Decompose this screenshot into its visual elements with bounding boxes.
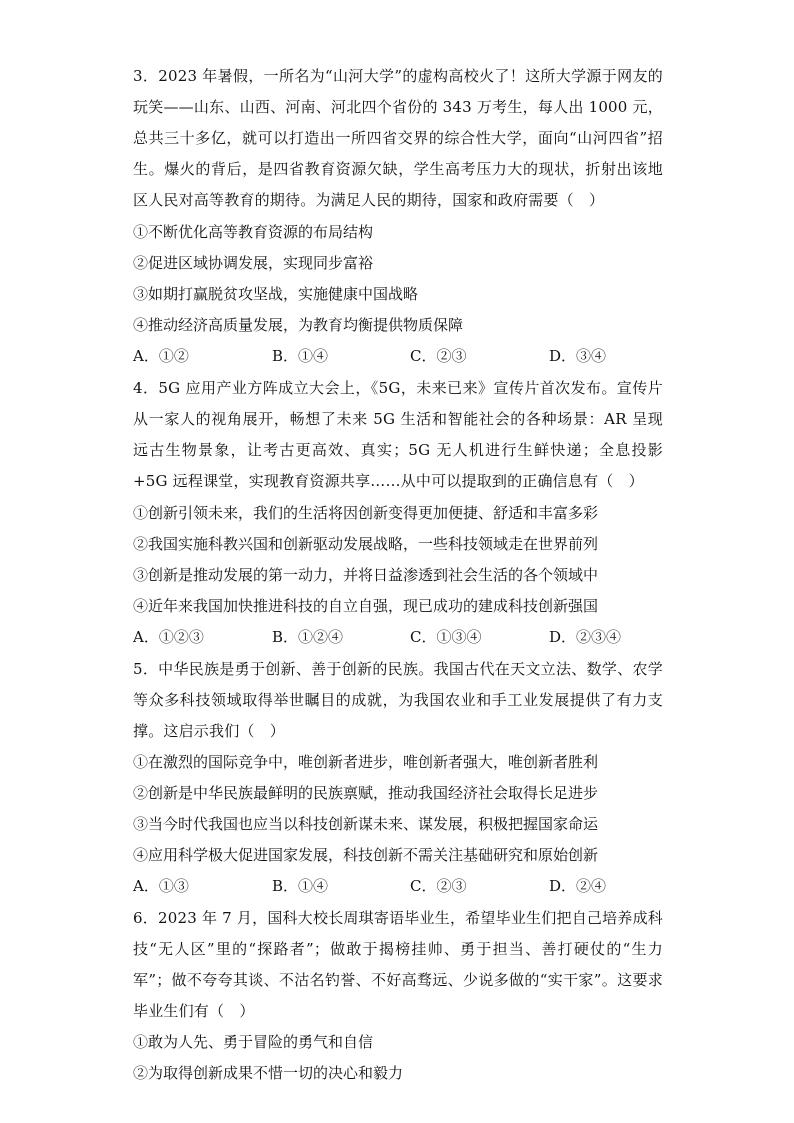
q4-options [133,627,653,647]
q6-item-2: ②为取得创新成果不惜一切的决心和毅力 [133,1064,404,1082]
q4-option-a: A．①②③ [133,628,204,646]
q5-options [133,876,653,896]
q5-option-b: B．①④ [272,877,329,895]
q6-stem: 6．2023 年 7 月，国科大校长周琪寄语毕业生，希望毕业生们把自己培养成科技“无人区”里的“探路者”；做敢于揭榜挂帅、勇于担当、善打硬仗的“生力军”；做不夸夸其谈、不沽名钓誉、不好高骛远、少说多做的“实干家”。这要求毕业生们有（ ） [133,909,663,1020]
q3-item-1: ①不断优化高等教育资源的布局结构 [133,223,374,241]
q5-option-d: D．②④ [549,877,607,895]
q4-item-4: ④近年来我国加快推进科技的自立自强，现已成功的建成科技创新强国 [133,597,599,615]
q4-item-1: ①创新引领未来，我们的生活将因创新变得更加便捷、舒适和丰富多彩 [133,504,599,522]
q5-item-1: ①在激烈的国际竞争中，唯创新者进步，唯创新者强大，唯创新者胜利 [133,753,599,771]
q4-option-c: C．①③④ [410,628,482,646]
q3-options [133,346,653,366]
q3-option-a: A．①② [133,347,189,365]
q5-item-2: ②创新是中华民族最鲜明的民族禀赋，推动我国经济社会取得长足进步 [133,784,599,802]
q3-option-c: C．②③ [410,347,467,365]
q5-option-c: C．②③ [410,877,467,895]
q4-item-2: ②我国实施科教兴国和创新驱动发展战略，一些科技领域走在世界前列 [133,535,599,553]
q5-stem: 5．中华民族是勇于创新、善于创新的民族。我国古代在天文立法、数学、农学等众多科技领域取得举世瞩目的成就，为我国农业和手工业发展提供了有力支撑。这启示我们（ ） [133,660,663,740]
q3-option-b: B．①④ [272,347,329,365]
q3-stem: 3．2023 年暑假，一所名为“山河大学”的虚构高校火了！这所大学源于网友的玩笑——山东、山西、河南、河北四个省份的 343 万考生，每人出 1000 元，总共三十多亿，就可以打造出一所四省交界的综合性大学，面向“山河四省”招生。爆火的背后，是四省教育资源欠缺，学生高考压力大的现状，折射出该地区人民对高等教育的期待。为满足人民的期待，国家和政府需要（ ） [133,67,663,209]
q4-item-3: ③创新是推动发展的第一动力，并将日益渗透到社会生活的各个领域中 [133,566,599,584]
q4-option-b: B．①②④ [272,628,344,646]
q3-item-2: ②促进区域协调发展，实现同步富裕 [133,254,374,272]
q5-item-3: ③当今时代我国也应当以科技创新谋未来、谋发展，积极把握国家命运 [133,815,599,833]
q5-item-4: ④应用科学极大促进国家发展，科技创新不需关注基础研究和原始创新 [133,846,599,864]
q4-option-d: D．②③④ [549,628,622,646]
q3-item-4: ④推动经济高质量发展，为教育均衡提供物质保障 [133,316,464,334]
q3-option-d: D．③④ [549,347,607,365]
q4-stem: 4．5G 应用产业方阵成立大会上，《5G，未来已来》宣传片首次发布。宣传片从一家人的视角展开，畅想了未来 5G 生活和智能社会的各种场景：AR 呈现远古生物景象，让考古更高效、真实；5G 无人机进行生鲜快递；全息投影+5G 远程课堂，实现教育资源共享……从中可以提取到的正确信息有（ ） [133,379,663,490]
q3-item-3: ③如期打赢脱贫攻坚战，实施健康中国战略 [133,285,419,303]
q5-option-a: A．①③ [133,877,189,895]
q6-item-1: ①敢为人先、勇于冒险的勇气和自信 [133,1033,374,1051]
